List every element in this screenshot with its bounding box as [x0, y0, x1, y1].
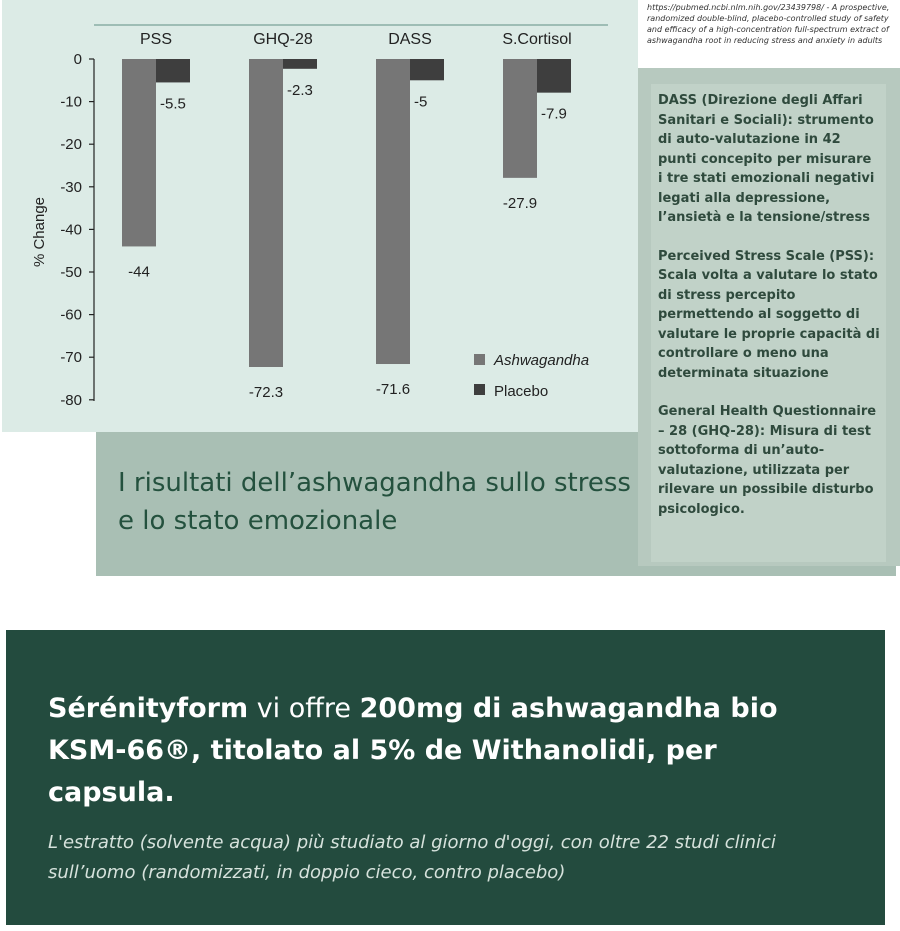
promo-brand: Sérénityform: [48, 693, 249, 724]
y-tick-label: -50: [60, 264, 82, 281]
promo-subtext: L'estratto (solvente acqua) più studiato al giorno d'oggi, con oltre 22 studi clinici sull’uomo (randomizzati, in doppio cieco, contro placebo): [48, 832, 776, 883]
definitions-list: [658, 91, 880, 538]
legend-label-ashwagandha: Ashwagandha: [494, 352, 590, 369]
data-label: -44: [128, 263, 150, 281]
y-tick-label: -80: [60, 391, 82, 409]
page-headline: I risultati dell’ashwagandha sullo stress e lo stato emozionale: [118, 468, 631, 536]
source-url[interactable]: https://pubmed.ncbi.nlm.nih.gov/23439798/: [647, 3, 824, 12]
bar-placebo: [537, 59, 571, 93]
definition-pss: Perceived Stress Scale (PSS): Scala volta a valutare lo stato di stress percepito permettendo al soggetto di valutare le proprie capacità di controllare o meno una determinata situazione: [658, 248, 880, 381]
bar-ashwagandha: [376, 59, 410, 364]
y-tick-label: -20: [60, 136, 82, 154]
definition-ghq28: General Health Questionnaire – 28 (GHQ-28): Misura di test sottoforma di un’auto-valutazione, utilizzata per rilevare un possibile disturbo psicologico.: [658, 404, 877, 517]
category-labels: [140, 31, 572, 48]
category-label: DASS: [388, 31, 432, 48]
legend-swatch-ashwagandha: [474, 354, 485, 365]
data-label: -27.9: [502, 194, 538, 212]
source-separator: -: [823, 3, 832, 12]
data-label: -5: [414, 93, 428, 111]
bar-placebo: [283, 59, 317, 69]
definition-dass: DASS (Direzione degli Affari Sanitari e Sociali): strumento di auto-valutazione in 42 punti concepito per misurare i tre stati emozionali negativi legati alla depressione, l’ansietà e la tensione/stress: [658, 93, 875, 225]
legend-swatch-placebo: [474, 384, 485, 395]
bars: [122, 59, 571, 367]
promo-banner: [6, 630, 885, 925]
bar-ashwagandha: [503, 59, 537, 178]
data-label: -5.5: [160, 95, 186, 113]
y-tick-label: 0: [73, 51, 82, 68]
y-tick-label: -10: [60, 93, 82, 111]
data-label: -71.6: [375, 381, 411, 399]
bar-ashwagandha: [122, 59, 156, 246]
data-label: -7.9: [541, 105, 567, 123]
y-tick-label: -30: [60, 178, 82, 196]
source-title: A prospective, randomized double-blind, placebo-controlled study of safety and efficacy of a high-concentration full-spectrum extract of ashwagandha root in reducing stress and anxiety in adults: [647, 3, 890, 45]
y-tick-label: -70: [60, 349, 82, 367]
y-axis-ticks: [60, 51, 94, 409]
data-label: -2.3: [287, 81, 313, 99]
bar-placebo: [156, 59, 190, 82]
bar-ashwagandha: [249, 59, 283, 367]
bar-chart: [2, 0, 638, 432]
y-tick-label: -40: [60, 221, 82, 239]
category-label: PSS: [139, 31, 173, 48]
legend-label-placebo: Placebo: [494, 383, 549, 400]
bar-placebo: [410, 59, 444, 80]
promo-connector: vi offre: [248, 693, 360, 724]
promo-main-text: [48, 688, 848, 814]
y-tick-label: -60: [60, 306, 82, 324]
source-citation: [647, 2, 897, 46]
y-axis-label: % Change: [31, 196, 48, 268]
promo-highlight: 200mg di ashwagandha bio KSM-66®, titolato al 5% de Withanolidi, per capsula.: [48, 693, 778, 808]
chart-panel: [2, 0, 638, 432]
category-label: S.Cortisol: [502, 31, 572, 48]
data-label: -72.3: [248, 383, 284, 401]
category-label: GHQ-28: [253, 31, 313, 48]
